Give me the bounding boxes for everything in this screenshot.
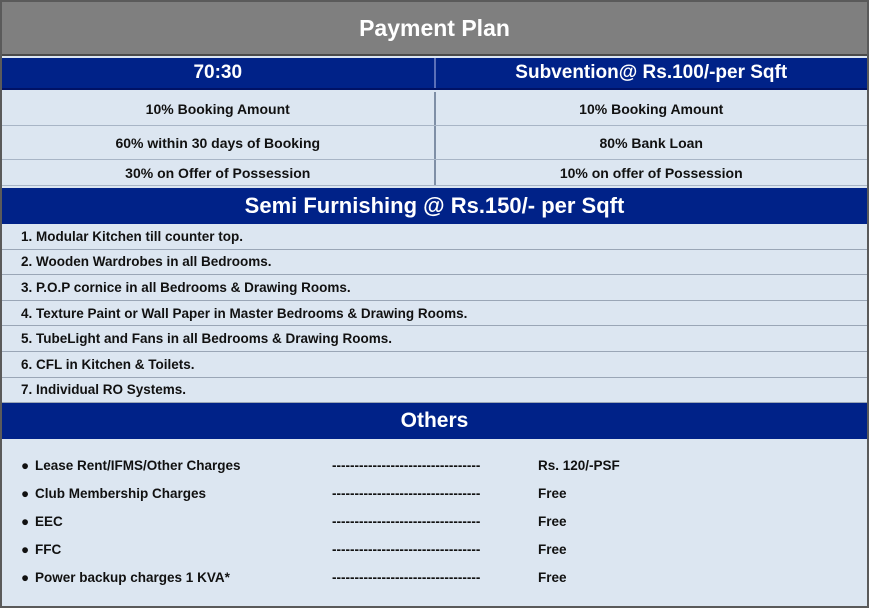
dash-separator: ---------------------------------	[332, 570, 481, 585]
plan-cell: 10% Booking Amount	[579, 100, 724, 117]
list-item: 4. Texture Paint or Wall Paper in Master Bedrooms & Drawing Rooms.	[2, 301, 867, 327]
charge-label: EEC	[35, 514, 63, 529]
plan-cell: 30% on Offer of Possession	[2, 160, 436, 185]
dash-separator: ---------------------------------	[332, 458, 481, 473]
charge-value: Free	[538, 486, 567, 501]
charge-label: FFC	[35, 542, 62, 557]
plan-header-row	[2, 58, 867, 90]
charge-value: Free	[538, 514, 567, 529]
charge-label: Club Membership Charges	[35, 486, 207, 501]
others-list	[2, 439, 867, 606]
dash-separator: ---------------------------------	[332, 542, 481, 557]
charge-row	[2, 480, 867, 508]
bullet-icon: ●	[21, 514, 30, 529]
semi-furnishing-heading: Semi Furnishing @ Rs.150/- per Sqft	[2, 188, 867, 224]
list-item: 2. Wooden Wardrobes in all Bedrooms.	[2, 250, 867, 276]
charge-row	[2, 508, 867, 536]
bullet-icon: ●	[21, 542, 30, 557]
others-heading: Others	[2, 403, 867, 439]
page-title: Payment Plan	[2, 2, 867, 56]
plan-cell: 60% within 30 days of Booking	[2, 126, 436, 159]
plan-row	[2, 92, 867, 126]
charge-row	[2, 452, 867, 480]
charge-value: Rs. 120/-PSF	[538, 458, 620, 473]
plan-row	[2, 160, 867, 186]
plan-table	[2, 92, 867, 186]
bullet-icon: ●	[21, 458, 30, 473]
plan-header-subvention: Subvention@ Rs.100/-per Sqft	[515, 62, 788, 83]
bullet-icon: ●	[21, 486, 30, 501]
charge-row	[2, 564, 867, 592]
charge-label: Power backup charges 1 KVA*	[35, 570, 230, 585]
charge-label: Lease Rent/IFMS/Other Charges	[35, 458, 241, 473]
plan-cell: 10% Booking Amount	[2, 92, 436, 125]
list-item: 5. TubeLight and Fans in all Bedrooms & Drawing Rooms.	[2, 326, 867, 352]
list-item: 3. P.O.P cornice in all Bedrooms & Drawing Rooms.	[2, 275, 867, 301]
dash-separator: ---------------------------------	[332, 486, 481, 501]
charge-row	[2, 536, 867, 564]
list-item: 1. Modular Kitchen till counter top.	[2, 224, 867, 250]
plan-cell: 10% on offer of Possession	[559, 164, 743, 181]
charge-value: Free	[538, 542, 567, 557]
semi-furnishing-list	[2, 224, 867, 403]
list-item: 7. Individual RO Systems.	[2, 378, 867, 404]
charge-value: Free	[538, 570, 567, 585]
list-item: 6. CFL in Kitchen & Toilets.	[2, 352, 867, 378]
bullet-icon: ●	[21, 570, 30, 585]
plan-row	[2, 126, 867, 160]
plan-header-7030: 70:30	[2, 58, 436, 88]
plan-cell: 80% Bank Loan	[599, 134, 703, 151]
dash-separator: ---------------------------------	[332, 514, 481, 529]
